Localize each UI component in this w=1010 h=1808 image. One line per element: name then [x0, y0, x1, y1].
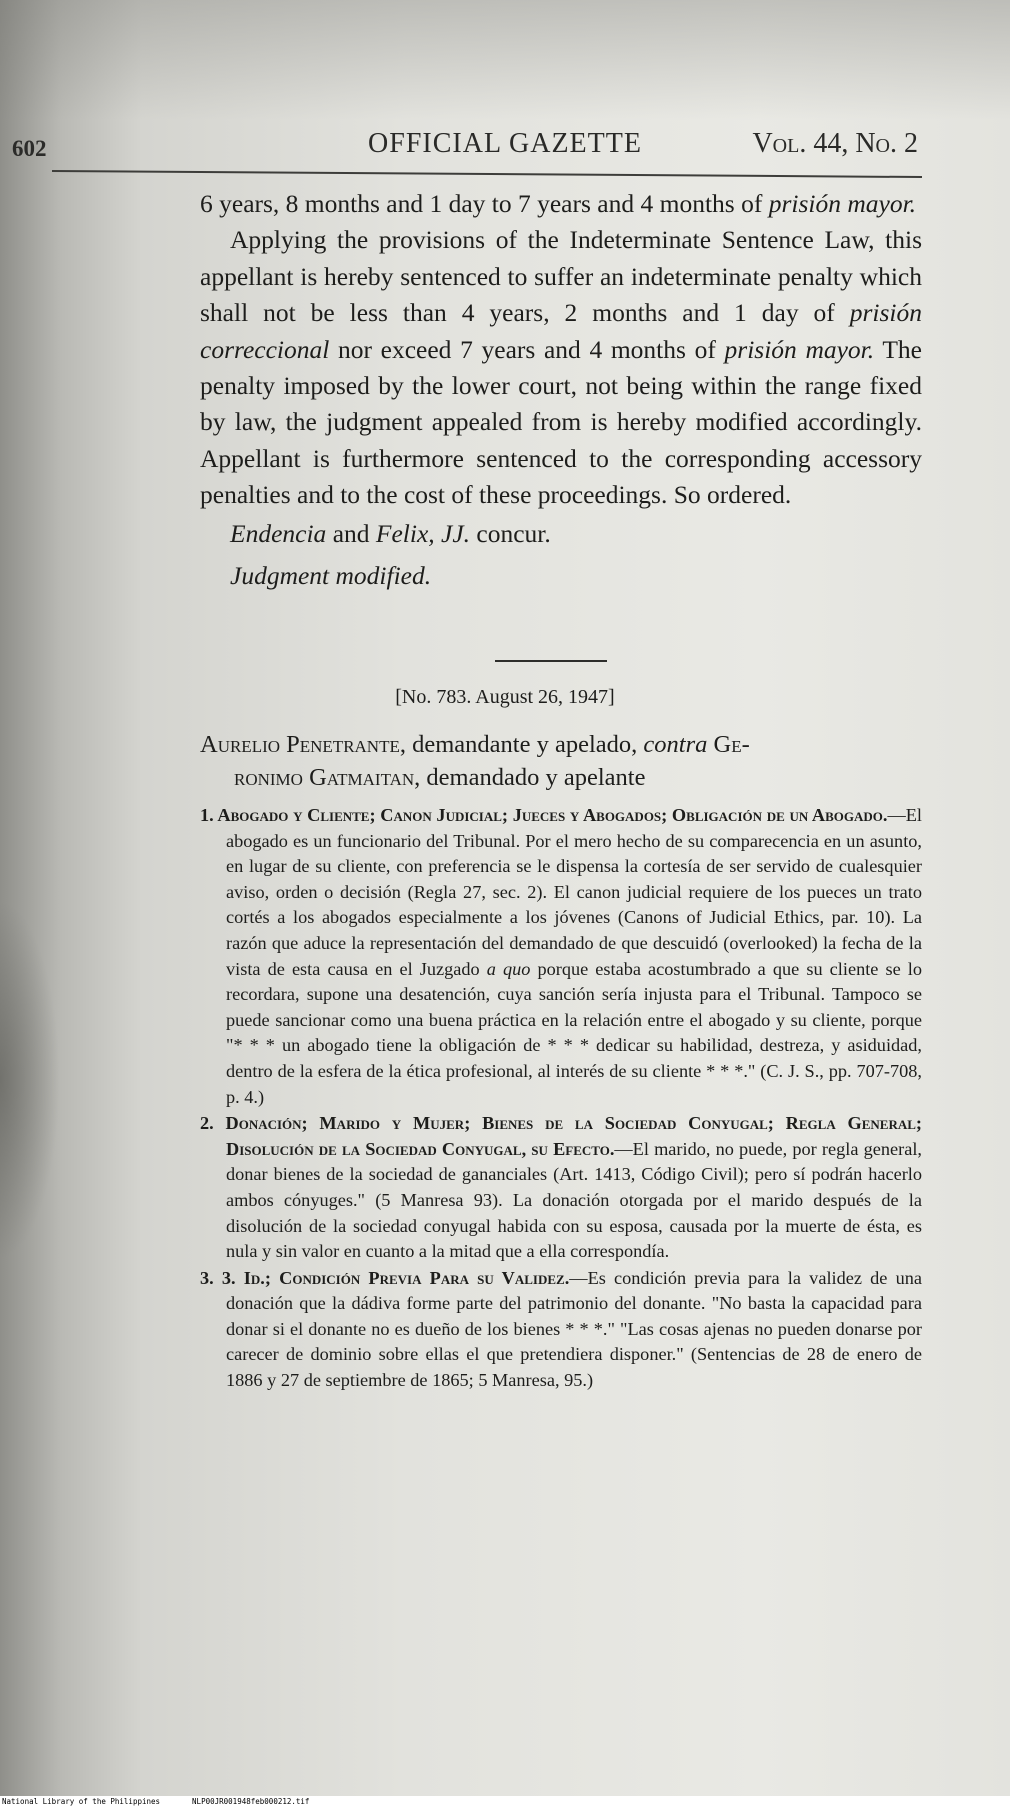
page-header	[0, 122, 1010, 162]
parties-line: Aurelio Penetrante, demandante y apelado, contra Ge-	[200, 731, 750, 758]
syllabus	[200, 803, 922, 1395]
syllabus-item: 3. 3. Id.; Condición Previa Para su Validez.—Es condición previa para la validez de una donación que la dádiva forme parte del patrimonio del donante. "No basta la capacidad para donar si el donante no es dueño de los bienes * * *." "Las cosas ajenas no pueden donarse por carecer de dominio sobre ellas el que pretendiera disponer." (Sentencias de 28 de enero de 1886 y 27 de septiembre de 1865; 5 Manresa, 95.)	[200, 1267, 922, 1391]
judgment-line: Judgment modified.	[230, 561, 432, 591]
volume-label: Vol. 44, No. 2	[752, 128, 918, 159]
header-rule	[52, 170, 922, 178]
decision-conclusion	[200, 186, 922, 594]
thumb-shadow	[0, 900, 60, 1260]
journal-title: OFFICIAL GAZETTE	[368, 128, 642, 159]
page-number: 602	[12, 136, 47, 161]
syllabus-item: 2. Donación; Marido y Mujer; Bienes de la Sociedad Conyugal; Regla General; Disolución de la Sociedad Conyugal, su Efecto.—El marido, no puede, por regla general, donar bienes de la sociedad de gananciales (Art. 1413, Código Civil); pero sí podrán hacerlo ambos cónyuges." (5 Manresa 93). La donación otorgada por el marido después de la disolución de la sociedad conyugal habida con su esposa, causada por la muerte de ésta, es nula y sin valor en cuanto a la mitad que a ella correspondía.	[200, 1113, 922, 1262]
file-label: NLP00JR001948feb000212.tif	[192, 1797, 310, 1806]
scan-footer	[0, 1796, 1010, 1808]
paragraph: 6 years, 8 months and 1 day to 7 years and 4 months of prisión mayor.	[200, 189, 917, 218]
case-parties	[200, 728, 922, 794]
section-separator	[495, 660, 607, 662]
page-shadow	[0, 0, 1010, 120]
parties-line: ronimo Gatmaitan, demandado y apelante	[234, 764, 646, 791]
library-label: National Library of the Philippines	[2, 1797, 161, 1806]
paragraph: Applying the provisions of the Indeterminate Sentence Law, this appellant is hereby sentenced to suffer an indeterminate penalty which shall not be less than 4 years, 2 months and 1 day of prisión correccional nor exceed 7 years and 4 months of prisión mayor. The penalty imposed by the lower court, not being within the range fixed by law, the judgment appealed from is hereby modified accordingly. Appellant is furthermore sentenced to the corresponding accessory penalties and to the cost of these proceedings. So ordered.	[200, 225, 923, 510]
case-number: [No. 783. August 26, 1947]	[395, 686, 615, 708]
syllabus-item: 1. Abogado y Cliente; Canon Judicial; Jueces y Abogados; Obligación de un Abogado.—El abogado es un funcionario del Tribunal. Por el mero hecho de su comparecencia en un asunto, en lugar de su cliente, con preferencia se le dispensa la cortesía de ser servido de cualesquier aviso, orden o decisión (Regla 27, sec. 2). El canon judicial requiere de los pueces un trato cortés a los abogados especialmente a los jóvenes (Canons of Judicial Ethics, par. 10). La razón que aduce la representación del demandado de que descuidó (overlooked) la fecha de la vista de esta causa en el Juzgado a quo porque estaba acostumbrado a que su cliente se lo recordara, supone una desatención, cuya sanción sería injusta para el Tribunal. Tampoco se puede sancionar como una buena práctica en la relación entre el abogado y su cliente, porque "* * * un abogado tiene la obligación de * * * dedicar su habilidad, destreza, y asiduidad, dentro de la esfera de la ética profesional, al interés de su cliente * * *." (C. J. S., pp. 707-708, p. 4.)	[200, 805, 923, 1107]
concurrence-line: Endencia and Felix, JJ. concur.	[230, 518, 551, 548]
